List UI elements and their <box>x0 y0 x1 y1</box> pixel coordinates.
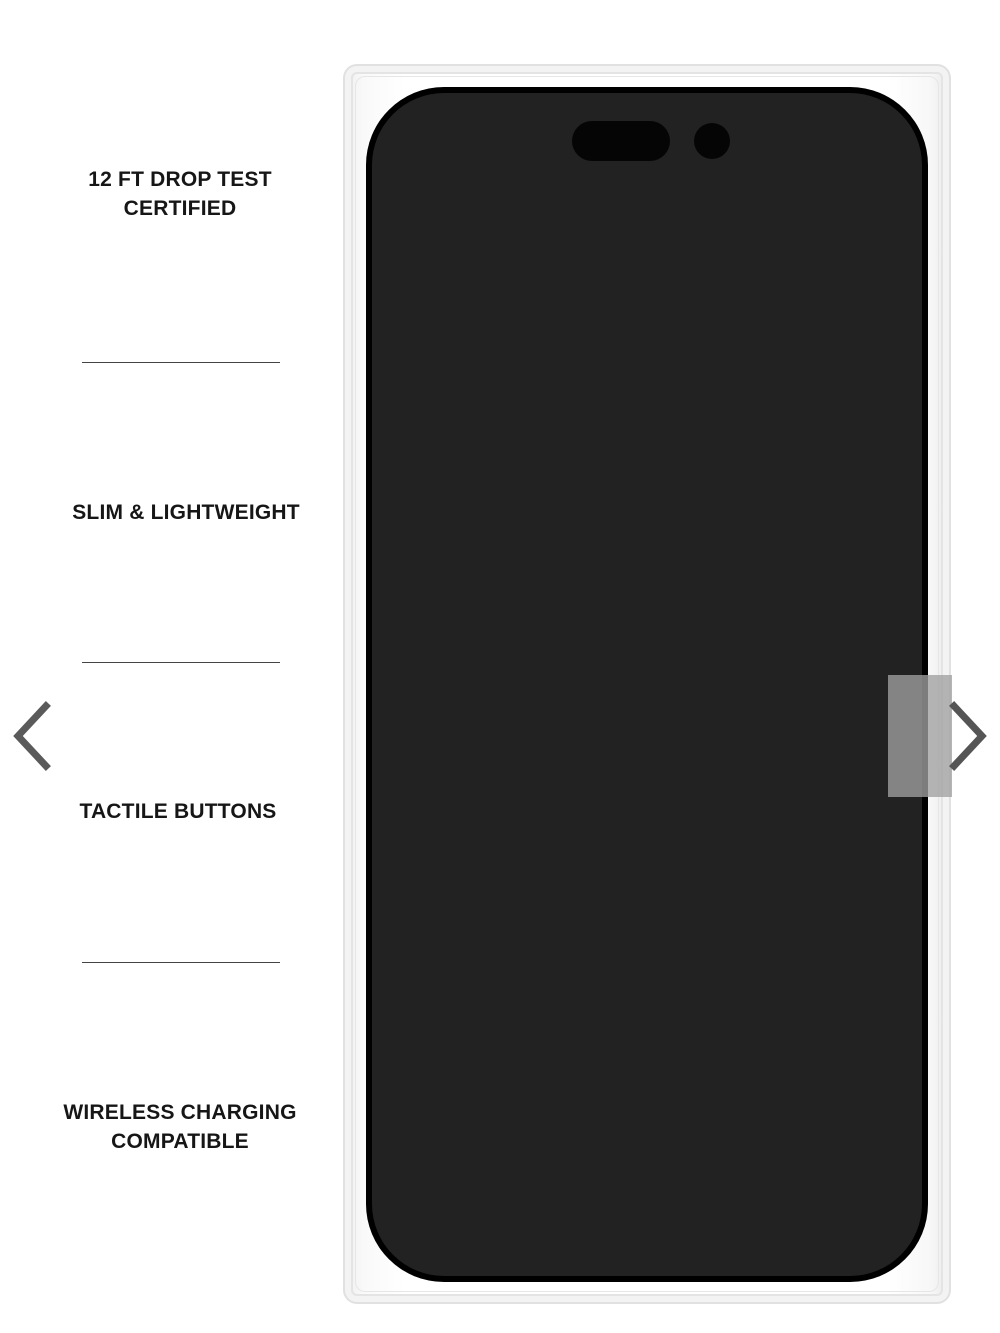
feature-list <box>0 0 360 1333</box>
feature-slim: SLIM & LIGHTWEIGHT <box>72 501 300 524</box>
feature-wireless-charging: WIRELESS CHARGING COMPATIBLE <box>63 1101 297 1153</box>
feature-tactile-buttons: TACTILE BUTTONS <box>79 800 277 823</box>
carousel-next-button[interactable] <box>888 675 1000 797</box>
front-camera <box>694 123 730 159</box>
chevron-left-icon <box>8 700 52 772</box>
phone-screen <box>372 93 922 1276</box>
feature-divider <box>82 962 280 963</box>
carousel-next-backdrop <box>888 675 952 797</box>
feature-drop-test: 12 FT DROP TEST CERTIFIED <box>88 168 272 220</box>
phone-image <box>366 87 928 1282</box>
chevron-right-icon <box>946 700 990 772</box>
carousel-prev-button[interactable] <box>0 696 60 776</box>
feature-divider <box>82 362 280 363</box>
dynamic-island <box>572 121 670 161</box>
feature-divider <box>82 662 280 663</box>
